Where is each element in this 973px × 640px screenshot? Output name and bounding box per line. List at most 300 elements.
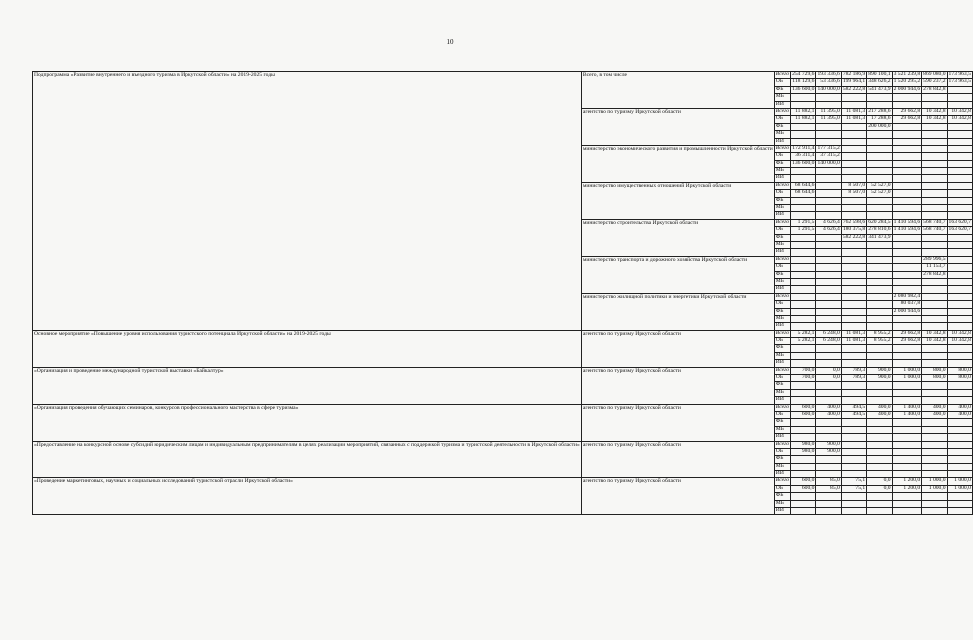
amount-cell bbox=[947, 493, 972, 500]
funding-source-cell: ИИ bbox=[774, 101, 790, 108]
amount-cell bbox=[922, 397, 947, 404]
executor-cell: министерство транспорта и дорожного хозяйства Иркутской области bbox=[581, 256, 774, 293]
funding-source-cell: ОБ bbox=[774, 338, 790, 345]
amount-cell bbox=[816, 293, 841, 300]
amount-cell bbox=[892, 500, 922, 507]
amount-cell: 800,0 bbox=[922, 375, 947, 382]
amount-cell bbox=[922, 441, 947, 448]
amount-cell bbox=[922, 456, 947, 463]
funding-source-cell: МБ bbox=[774, 463, 790, 470]
amount-cell bbox=[841, 278, 866, 285]
amount-cell: 10 342,8 bbox=[922, 116, 947, 123]
amount-cell bbox=[791, 456, 816, 463]
amount-cell bbox=[922, 286, 947, 293]
amount-cell bbox=[922, 345, 947, 352]
amount-cell bbox=[892, 138, 922, 145]
amount-cell: 590 237,2 bbox=[923, 78, 946, 85]
funding-source-cell: МБ bbox=[774, 131, 790, 138]
amount-cell: 341 473,9 bbox=[868, 233, 891, 240]
amount-cell bbox=[867, 382, 892, 389]
amount-cell bbox=[947, 382, 972, 389]
amount-cell: 900,0 bbox=[867, 367, 892, 374]
amount-cell: 10 342,8 bbox=[947, 330, 972, 337]
amount-cell bbox=[892, 463, 922, 470]
amount-cell bbox=[947, 271, 972, 278]
amount-cell: 140 000,0 bbox=[817, 159, 840, 166]
amount-cell bbox=[816, 264, 841, 271]
amount-cell: 29 662,8 bbox=[892, 108, 922, 115]
amount-cell bbox=[791, 389, 816, 396]
amount-cell bbox=[892, 123, 922, 130]
amount-cell bbox=[791, 234, 816, 241]
amount-cell bbox=[922, 145, 947, 152]
amount-cell bbox=[892, 315, 922, 322]
executor-cell: агентство по туризму Иркутской области bbox=[581, 108, 774, 145]
funding-source-cell: ФБ bbox=[774, 493, 790, 500]
amount-cell bbox=[841, 123, 866, 130]
amount-cell bbox=[892, 264, 922, 271]
amount-cell bbox=[947, 197, 972, 204]
amount-cell bbox=[816, 382, 841, 389]
amount-cell: 600,0 bbox=[791, 478, 816, 485]
amount-cell bbox=[892, 241, 922, 248]
amount-cell: 400,0 bbox=[947, 411, 972, 418]
amount-cell bbox=[947, 182, 972, 189]
amount-cell bbox=[892, 389, 922, 396]
amount-cell: 8 955,2 bbox=[867, 338, 892, 345]
amount-cell: 1 000,0 bbox=[922, 485, 947, 492]
amount-cell: 400,0 bbox=[947, 404, 972, 411]
amount-cell bbox=[841, 241, 866, 248]
amount-cell bbox=[947, 456, 972, 463]
amount-cell bbox=[841, 456, 866, 463]
amount-cell bbox=[867, 315, 892, 322]
funding-source-cell: ОБ bbox=[774, 264, 790, 271]
amount-cell bbox=[816, 308, 841, 315]
amount-cell bbox=[867, 301, 892, 308]
amount-cell bbox=[791, 301, 816, 308]
amount-cell bbox=[791, 286, 816, 293]
amount-cell bbox=[816, 241, 841, 248]
measure-name-cell: «Предоставление на конкурсной основе субсидий юридическим лицам и индивидуальным предпринимателям в целях реализации мероприятий, связанных с поддержкой туризма и туристской деятельности в Иркутской области» bbox=[33, 441, 582, 478]
amount-cell: 0,0 bbox=[867, 478, 892, 485]
amount-cell: 700,0 bbox=[791, 367, 816, 374]
amount-cell bbox=[892, 153, 922, 160]
funding-source-cell: ФБ bbox=[774, 197, 790, 204]
funding-source-cell: ОБ bbox=[774, 448, 790, 455]
amount-cell bbox=[892, 345, 922, 352]
amount-cell: 0,0 bbox=[816, 375, 841, 382]
amount-cell bbox=[922, 160, 947, 167]
amount-cell bbox=[841, 94, 866, 101]
executor-cell: агентство по туризму Иркутской области bbox=[581, 330, 774, 367]
amount-cell bbox=[922, 493, 947, 500]
amount-cell bbox=[867, 426, 892, 433]
funding-source-cell: ИИ bbox=[774, 397, 790, 404]
amount-cell: 800,0 bbox=[922, 367, 947, 374]
amount-cell bbox=[892, 434, 922, 441]
amount-cell: 29 662,8 bbox=[892, 338, 922, 345]
funding-source-cell: Всего bbox=[775, 477, 790, 484]
amount-cell bbox=[791, 493, 816, 500]
amount-cell: 180 375,8 bbox=[842, 226, 866, 233]
amount-cell: 2 000 944,6 bbox=[893, 85, 921, 92]
amount-cell: 600,0 bbox=[791, 404, 816, 411]
amount-cell bbox=[947, 175, 972, 182]
amount-cell bbox=[841, 256, 866, 263]
amount-cell: 1 400,0 bbox=[892, 411, 922, 418]
amount-cell bbox=[816, 249, 841, 256]
amount-cell bbox=[841, 463, 866, 470]
amount-cell bbox=[791, 271, 816, 278]
amount-cell bbox=[922, 382, 947, 389]
amount-cell: 6 248,0 bbox=[816, 330, 841, 337]
amount-cell bbox=[791, 168, 816, 175]
amount-cell bbox=[867, 448, 892, 455]
amount-cell: 52 527,0 bbox=[867, 182, 892, 189]
executor-cell: агентство по туризму Иркутской области bbox=[581, 441, 774, 478]
amount-cell: 17 288,6 bbox=[867, 116, 892, 123]
amount-cell bbox=[922, 426, 947, 433]
amount-cell bbox=[922, 123, 947, 130]
amount-cell bbox=[947, 278, 972, 285]
amount-cell bbox=[816, 508, 841, 515]
funding-source-cell: Всего bbox=[775, 403, 790, 410]
executor-cell: министерство жилищной политики и энергетики Иркутской области bbox=[581, 293, 774, 330]
amount-cell bbox=[922, 241, 947, 248]
amount-cell bbox=[867, 160, 892, 167]
amount-cell bbox=[841, 345, 866, 352]
amount-cell bbox=[791, 256, 816, 263]
funding-source-cell: Всего bbox=[775, 107, 790, 114]
amount-cell bbox=[791, 397, 816, 404]
amount-cell bbox=[841, 205, 866, 212]
funding-source-cell: ИИ bbox=[774, 138, 790, 145]
funding-source-cell: ОБ bbox=[774, 485, 790, 492]
amount-cell bbox=[867, 434, 892, 441]
amount-cell bbox=[841, 500, 866, 507]
amount-cell: 68 644,6 bbox=[791, 190, 816, 197]
amount-cell bbox=[892, 448, 922, 455]
funding-source-cell: Всего bbox=[775, 440, 790, 447]
amount-cell: 10 342,8 bbox=[922, 330, 947, 337]
amount-cell: 1 000,0 bbox=[947, 485, 972, 492]
amount-cell: 10 342,8 bbox=[947, 108, 972, 115]
amount-cell: 11 153,7 bbox=[922, 264, 947, 271]
amount-cell: 52 527,0 bbox=[867, 190, 892, 197]
amount-cell bbox=[816, 493, 841, 500]
amount-cell: 700,0 bbox=[791, 375, 816, 382]
amount-cell bbox=[892, 145, 922, 152]
amount-cell bbox=[892, 426, 922, 433]
amount-cell bbox=[947, 160, 972, 167]
amount-cell bbox=[947, 308, 972, 315]
funding-source-cell: МБ bbox=[774, 315, 790, 322]
amount-cell bbox=[947, 441, 972, 448]
amount-cell: 6 248,0 bbox=[816, 338, 841, 345]
amount-cell: 289 996,5 bbox=[923, 255, 946, 262]
amount-cell bbox=[841, 301, 866, 308]
amount-cell bbox=[892, 205, 922, 212]
amount-cell: 1 291,5 bbox=[791, 227, 816, 234]
amount-cell bbox=[791, 205, 816, 212]
amount-cell: 1 000,0 bbox=[892, 367, 922, 374]
amount-cell: 0,0 bbox=[867, 485, 892, 492]
amount-cell bbox=[922, 301, 947, 308]
amount-cell bbox=[841, 493, 866, 500]
amount-cell: 11 882,1 bbox=[791, 116, 816, 123]
amount-cell: 8 507,0 bbox=[841, 190, 866, 197]
amount-cell bbox=[867, 493, 892, 500]
amount-cell: 789,3 bbox=[841, 375, 866, 382]
amount-cell bbox=[816, 256, 841, 263]
amount-cell bbox=[791, 94, 816, 101]
amount-cell bbox=[922, 138, 947, 145]
amount-cell bbox=[892, 234, 922, 241]
amount-cell bbox=[892, 441, 922, 448]
amount-cell bbox=[947, 448, 972, 455]
amount-cell: 400,0 bbox=[867, 411, 892, 418]
measure-name-cell: Подпрограмма «Развитие внутреннего и въездного туризма в Иркутской области» на 2019-2025 годы bbox=[33, 72, 582, 331]
amount-cell bbox=[867, 197, 892, 204]
amount-cell bbox=[922, 153, 947, 160]
amount-cell bbox=[922, 182, 947, 189]
funding-source-cell: ОБ bbox=[774, 190, 790, 197]
funding-source-cell: ИИ bbox=[774, 471, 790, 478]
amount-cell: 0,0 bbox=[816, 367, 841, 374]
funding-source-cell: ИИ bbox=[774, 249, 790, 256]
amount-cell: 782 186,9 bbox=[842, 71, 866, 77]
funding-source-cell: ФБ bbox=[774, 271, 790, 278]
funding-source-cell: ИИ bbox=[774, 508, 790, 515]
amount-cell bbox=[922, 197, 947, 204]
amount-cell bbox=[947, 301, 972, 308]
amount-cell bbox=[947, 234, 972, 241]
amount-cell bbox=[947, 508, 972, 515]
amount-cell bbox=[841, 249, 866, 256]
funding-source-cell: ОБ bbox=[774, 116, 790, 123]
amount-cell bbox=[791, 426, 816, 433]
amount-cell: 136 600,0 bbox=[792, 85, 815, 92]
funding-source-cell: ИИ bbox=[774, 212, 790, 219]
funding-source-cell: ОБ bbox=[774, 227, 790, 234]
amount-cell: 11 882,1 bbox=[791, 108, 816, 115]
amount-cell bbox=[841, 419, 866, 426]
amount-cell bbox=[947, 389, 972, 396]
amount-cell: 582 222,8 bbox=[842, 233, 866, 240]
amount-cell: 85,0 bbox=[816, 485, 841, 492]
amount-cell bbox=[892, 249, 922, 256]
amount-cell bbox=[867, 241, 892, 248]
amount-cell bbox=[867, 419, 892, 426]
amount-cell bbox=[816, 271, 841, 278]
amount-cell: 900,0 bbox=[816, 441, 841, 448]
amount-cell: 37 315,2 bbox=[816, 153, 841, 160]
amount-cell: 11 081,3 bbox=[841, 338, 866, 345]
amount-cell bbox=[892, 352, 922, 359]
amount-cell bbox=[816, 94, 841, 101]
funding-source-cell: МБ bbox=[774, 168, 790, 175]
amount-cell bbox=[867, 271, 892, 278]
amount-cell bbox=[922, 168, 947, 175]
amount-cell bbox=[841, 197, 866, 204]
funding-source-cell: ФБ bbox=[774, 419, 790, 426]
amount-cell: 75,1 bbox=[841, 478, 866, 485]
amount-cell: 869 080,0 bbox=[923, 71, 946, 77]
amount-cell bbox=[816, 419, 841, 426]
amount-cell bbox=[791, 463, 816, 470]
amount-cell bbox=[947, 205, 972, 212]
amount-cell bbox=[816, 205, 841, 212]
amount-cell bbox=[922, 500, 947, 507]
amount-cell: 2 000 944,6 bbox=[893, 307, 921, 314]
amount-cell: 11 081,3 bbox=[841, 108, 866, 115]
amount-cell bbox=[867, 94, 892, 101]
amount-cell bbox=[867, 131, 892, 138]
amount-cell bbox=[816, 175, 841, 182]
amount-cell: 400,0 bbox=[816, 404, 841, 411]
amount-cell bbox=[791, 293, 816, 300]
amount-cell: 11 081,3 bbox=[841, 116, 866, 123]
amount-cell bbox=[892, 419, 922, 426]
amount-cell: 199 964,1 bbox=[842, 78, 866, 85]
amount-cell: 400,0 bbox=[922, 404, 947, 411]
amount-cell: 53 336,6 bbox=[816, 79, 841, 86]
amount-cell: 348 626,2 bbox=[868, 78, 891, 85]
amount-cell: 10 342,8 bbox=[922, 338, 947, 345]
funding-source-cell: Всего bbox=[775, 366, 790, 373]
amount-cell bbox=[841, 441, 866, 448]
amount-cell bbox=[922, 94, 947, 101]
amount-cell bbox=[791, 308, 816, 315]
funding-source-cell: ФБ bbox=[774, 234, 790, 241]
amount-cell bbox=[947, 241, 972, 248]
amount-cell bbox=[816, 463, 841, 470]
amount-cell bbox=[867, 397, 892, 404]
amount-cell bbox=[791, 241, 816, 248]
amount-cell: 217 288,6 bbox=[868, 107, 891, 114]
funding-source-cell: Всего bbox=[775, 144, 790, 151]
amount-cell bbox=[947, 345, 972, 352]
amount-cell: 75,1 bbox=[841, 485, 866, 492]
funding-source-cell: ИИ bbox=[774, 286, 790, 293]
amount-cell bbox=[922, 293, 947, 300]
amount-cell bbox=[867, 153, 892, 160]
amount-cell: 11 395,0 bbox=[816, 116, 841, 123]
amount-cell: 980,0 bbox=[791, 448, 816, 455]
funding-source-cell: ИИ bbox=[774, 175, 790, 182]
amount-cell bbox=[947, 500, 972, 507]
amount-cell: 163 620,7 bbox=[948, 226, 971, 233]
funding-source-cell: ФБ bbox=[774, 345, 790, 352]
amount-cell bbox=[947, 86, 972, 93]
funding-source-cell: МБ bbox=[774, 94, 790, 101]
amount-cell bbox=[867, 508, 892, 515]
amount-cell: 254 729,6 bbox=[792, 71, 815, 77]
amount-cell bbox=[841, 293, 866, 300]
amount-cell bbox=[816, 278, 841, 285]
executor-cell: агентство по туризму Иркутской области bbox=[581, 367, 774, 404]
amount-cell: 800,0 bbox=[947, 375, 972, 382]
amount-cell bbox=[841, 160, 866, 167]
amount-cell bbox=[791, 419, 816, 426]
amount-cell bbox=[841, 315, 866, 322]
amount-cell bbox=[841, 397, 866, 404]
amount-cell: 200 000,0 bbox=[868, 122, 891, 129]
amount-cell: 85,0 bbox=[816, 478, 841, 485]
amount-cell: 2 080 982,4 bbox=[893, 292, 921, 299]
amount-cell bbox=[791, 197, 816, 204]
funding-source-cell: ФБ bbox=[774, 123, 790, 130]
amount-cell: 1 520 295,2 bbox=[893, 78, 921, 85]
amount-cell bbox=[922, 175, 947, 182]
amount-cell: 140 000,0 bbox=[817, 85, 840, 92]
funding-source-cell: ОБ bbox=[774, 79, 790, 86]
amount-cell: 1 291,5 bbox=[791, 219, 816, 226]
amount-cell bbox=[791, 508, 816, 515]
amount-cell bbox=[892, 256, 922, 263]
amount-cell bbox=[947, 138, 972, 145]
amount-cell: 980,0 bbox=[791, 441, 816, 448]
measure-name-cell: Основное мероприятие «Повышение уровня использования туристского потенциала Иркутской области» на 2019-2025 годы bbox=[33, 330, 582, 367]
amount-cell bbox=[841, 352, 866, 359]
amount-cell bbox=[892, 271, 922, 278]
amount-cell bbox=[947, 249, 972, 256]
amount-cell: 494,5 bbox=[841, 404, 866, 411]
amount-cell: 10 342,8 bbox=[947, 338, 972, 345]
executor-cell: министерство экономического развития и промышленности Иркутской области bbox=[581, 145, 774, 182]
amount-cell bbox=[922, 434, 947, 441]
amount-cell: 36 311,4 bbox=[791, 153, 816, 160]
amount-cell: 5 282,1 bbox=[791, 330, 816, 337]
amount-cell bbox=[791, 123, 816, 130]
amount-cell: 136 600,0 bbox=[792, 159, 815, 166]
amount-cell bbox=[841, 138, 866, 145]
funding-source-cell: Всего bbox=[775, 255, 790, 262]
funding-source-cell: ИИ bbox=[774, 434, 790, 441]
executor-cell: агентство по туризму Иркутской области bbox=[581, 404, 774, 441]
amount-cell bbox=[892, 182, 922, 189]
amount-cell bbox=[922, 315, 947, 322]
amount-cell: 4 626,4 bbox=[816, 219, 841, 226]
amount-cell bbox=[841, 448, 866, 455]
amount-cell: 1 200,0 bbox=[892, 485, 922, 492]
amount-cell bbox=[791, 278, 816, 285]
amount-cell bbox=[947, 315, 972, 322]
amount-cell bbox=[892, 197, 922, 204]
amount-cell: 800,0 bbox=[947, 367, 972, 374]
amount-cell bbox=[867, 352, 892, 359]
funding-source-cell: МБ bbox=[774, 389, 790, 396]
amount-cell bbox=[947, 131, 972, 138]
amount-cell bbox=[922, 131, 947, 138]
amount-cell bbox=[816, 500, 841, 507]
amount-cell: 1 000,0 bbox=[892, 375, 922, 382]
funding-source-cell: Всего bbox=[775, 181, 790, 188]
funding-source-cell: МБ bbox=[774, 278, 790, 285]
amount-cell bbox=[892, 94, 922, 101]
amount-cell bbox=[947, 397, 972, 404]
amount-cell bbox=[841, 271, 866, 278]
amount-cell bbox=[892, 278, 922, 285]
amount-cell bbox=[947, 264, 972, 271]
amount-cell bbox=[816, 426, 841, 433]
amount-cell bbox=[867, 500, 892, 507]
amount-cell bbox=[867, 345, 892, 352]
funding-source-cell: Всего bbox=[775, 71, 790, 77]
funding-source-cell: ОБ bbox=[774, 301, 790, 308]
measure-name-cell: «Проведение маркетинговых, научных и социальных исследований туристской отрасли Иркутской области» bbox=[33, 478, 582, 515]
